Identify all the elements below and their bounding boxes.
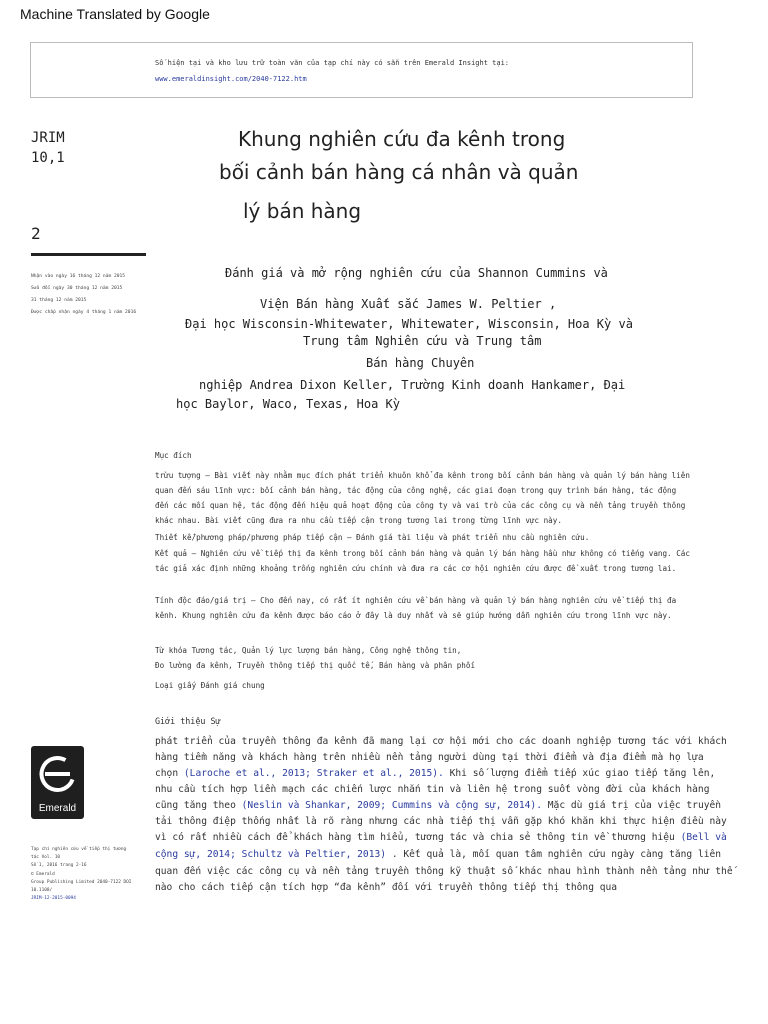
intro-text: Mặc dù giá trị của việc truyền <box>542 800 722 811</box>
doi-link[interactable]: JRIM-12-2015-0094 <box>31 896 76 902</box>
article-title-line-3: lý bán hàng <box>243 199 362 223</box>
abstract-line: trừu tượng – Bài viết này nhằm mục đích phát triển khuôn khổ đa kênh trong bối cảnh bán hàng và quản lý bán hàng liên <box>155 471 690 480</box>
originality-line: Tính độc đáo/giá trị – Cho đến nay, có rất ít nghiên cứu về bán hàng và quản lý bán hàng nghiên cứu về tiếp thị đa <box>155 596 677 605</box>
page-number: 2 <box>31 224 41 243</box>
journal-volume: 10,1 <box>31 150 65 166</box>
translator-note: Machine Translated by Google <box>20 6 210 22</box>
article-title-line-1: Khung nghiên cứu đa kênh trong <box>238 127 566 151</box>
intro-text: cũng tăng theo <box>155 800 242 811</box>
revised-date-2: 31 tháng 12 năm 2015 <box>31 298 87 303</box>
authors-line: Đánh giá và mở rộng nghiên cứu của Shannon Cummins và <box>225 266 608 280</box>
authors-line: học Baylor, Waco, Texas, Hoa Kỳ <box>176 397 400 411</box>
intro-text: chọn <box>155 768 184 779</box>
intro-line <box>155 800 721 811</box>
received-date: Nhận vào ngày 16 tháng 12 năm 2015 <box>31 274 126 279</box>
publication-info <box>31 846 131 903</box>
logo-text: Emerald <box>38 803 77 814</box>
journal-abbr: JRIM <box>31 130 65 146</box>
intro-text: . Kết quả là, mối quan tâm nghiên cứu ngày càng tăng liên <box>386 849 722 860</box>
article-title-line-2: bối cảnh bán hàng cá nhân và quản <box>219 160 579 184</box>
citation-link[interactable]: (Laroche et al., 2013; Straker et al., 2015). <box>183 768 444 779</box>
authors-line: Bán hàng Chuyên <box>366 356 475 370</box>
intro-line: phát triển của truyền thông đa kênh đã mang lại cơ hội mới cho các doanh nghiệp tương tác với khách <box>155 736 727 747</box>
originality-line: kênh. Khung nghiên cứu đa kênh được báo cáo ở đây là duy nhất và sẽ giúp hướng dẫn nghiên cứu trong lĩnh vực này. <box>155 611 672 620</box>
pub-info-line: 10.1108/ <box>31 888 53 894</box>
journal-abbreviation <box>31 128 65 168</box>
findings-line: tác giả xác định những khoảng trống nghiên cứu chính và đưa ra các cơ hội nghiên cứu được đề xuất trong tương lai. <box>155 564 677 573</box>
authors-line: Viện Bán hàng Xuất sắc James W. Peltier , <box>260 297 557 311</box>
intro-text: vì có rất nhiều cách để khách hàng tìm hiểu, tương tác và chia sẻ thông tin về thương hiệu <box>155 832 681 843</box>
findings-line: Kết quả – Nghiên cứu về tiếp thị đa kênh trong bối cảnh bán hàng và quản lý bán hàng hầu như không có tiếng vang. Các <box>155 549 690 558</box>
pub-info-line: © Emerald <box>31 871 55 877</box>
availability-text: Số hiện tại và kho lưu trữ toàn văn của tạp chí này có sẵn trên Emerald Insight tại: <box>155 59 510 67</box>
intro-line: nào cho cách tiếp cận tích hợp “đa kênh” đối với truyền thông tiếp thị thông qua <box>155 882 618 893</box>
abstract-line: quan đến sáu lĩnh vực: bối cảnh bán hàng, tác động của công nghệ, các giai đoạn trong quy trình bán hàng, tác động <box>155 486 677 495</box>
revised-date: Sửa đổi ngày 30 tháng 12 năm 2015 <box>31 286 123 291</box>
journal-url-link[interactable]: www.emeraldinsight.com/2040-7122.htm <box>155 75 307 83</box>
abstract-line: khác nhau. Bài viết cũng đưa ra nhu cầu tiếp cận trong tương lai trong từng lĩnh vực này. <box>155 516 562 525</box>
accepted-date: Được chấp nhận ngày 4 tháng 1 năm 2016 <box>31 310 137 315</box>
intro-line <box>155 849 721 860</box>
keywords-line: Đo lường đa kênh, Truyền thông tiếp thị quốc tế, Bán hàng và phân phối <box>155 661 476 670</box>
keywords-line: Từ khóa Tương tác, Quản lý lực lượng bán hàng, Công nghệ thông tin, <box>155 646 462 655</box>
method-line: Thiết kế/phương pháp/phương pháp tiếp cận – Đánh giá tài liệu và phát triển nhu cầu nghiên cứu. <box>155 533 590 542</box>
authors-line: Đại học Wisconsin-Whitewater, Whitewater, Wisconsin, Hoa Kỳ và <box>185 317 633 331</box>
pub-info-line: Tạp chí nghiên cứu về tiếp thị tương <box>31 847 127 852</box>
pub-info-line: tác Vol. 10 <box>31 855 61 861</box>
pub-info-line: Group Publishing Limited 2040-7122 DOI <box>31 879 132 885</box>
authors-line: nghiệp Andrea Dixon Keller, Trường Kinh doanh Hankamer, Đại <box>199 378 626 392</box>
intro-heading: Giới thiệu Sự <box>155 716 221 726</box>
divider <box>31 253 146 256</box>
emerald-logo-icon <box>37 752 78 798</box>
article-dates <box>31 271 136 319</box>
abstract-line: đến các mối quan hệ, tác động đến hiệu quả hoạt động của công ty và vai trò của các công cụ và nền tảng truyền thông <box>155 501 686 510</box>
intro-line: quan đến việc các công cụ và nền tảng truyền thông kỹ thuật số khác nhau hình thành nền tảng như thế <box>155 866 733 877</box>
intro-line <box>155 832 727 843</box>
intro-line: hàng tiềm năng và khách hàng trên nhiều nền tảng người dùng tại thời điểm và địa điểm mà họ lựa <box>155 752 704 763</box>
pub-info-line: Số 1, 2016 trang 2-16 <box>31 863 87 869</box>
paper-type: Loại giấy Đánh giá chung <box>155 681 265 690</box>
citation-link[interactable]: (Neslin và Shankar, 2009; Cummins và cộng sự, 2014). <box>241 800 542 811</box>
citation-link[interactable]: cộng sự, 2014; Schultz và Peltier, 2013) <box>155 849 387 860</box>
intro-text: Khi số lượng điểm tiếp xúc giao tiếp tăng lên, <box>443 768 716 779</box>
emerald-logo <box>31 746 84 819</box>
intro-line: tải thông điệp thống nhất là rõ ràng nhưng các nhà tiếp thị vẫn gặp khó khăn khi thực hiện điều này <box>155 816 727 827</box>
availability-notice-box <box>30 42 693 98</box>
intro-line <box>155 768 715 779</box>
authors-line: Trung tâm Nghiên cứu và Trung tâm <box>303 334 542 348</box>
citation-link[interactable]: (Bell và <box>680 832 727 843</box>
intro-line: nhu cầu tích hợp liền mạch các chiến lược nhắn tin và liên hệ trong suốt vòng đời của khách hàng <box>155 784 710 795</box>
purpose-heading: Mục đích <box>155 451 192 460</box>
